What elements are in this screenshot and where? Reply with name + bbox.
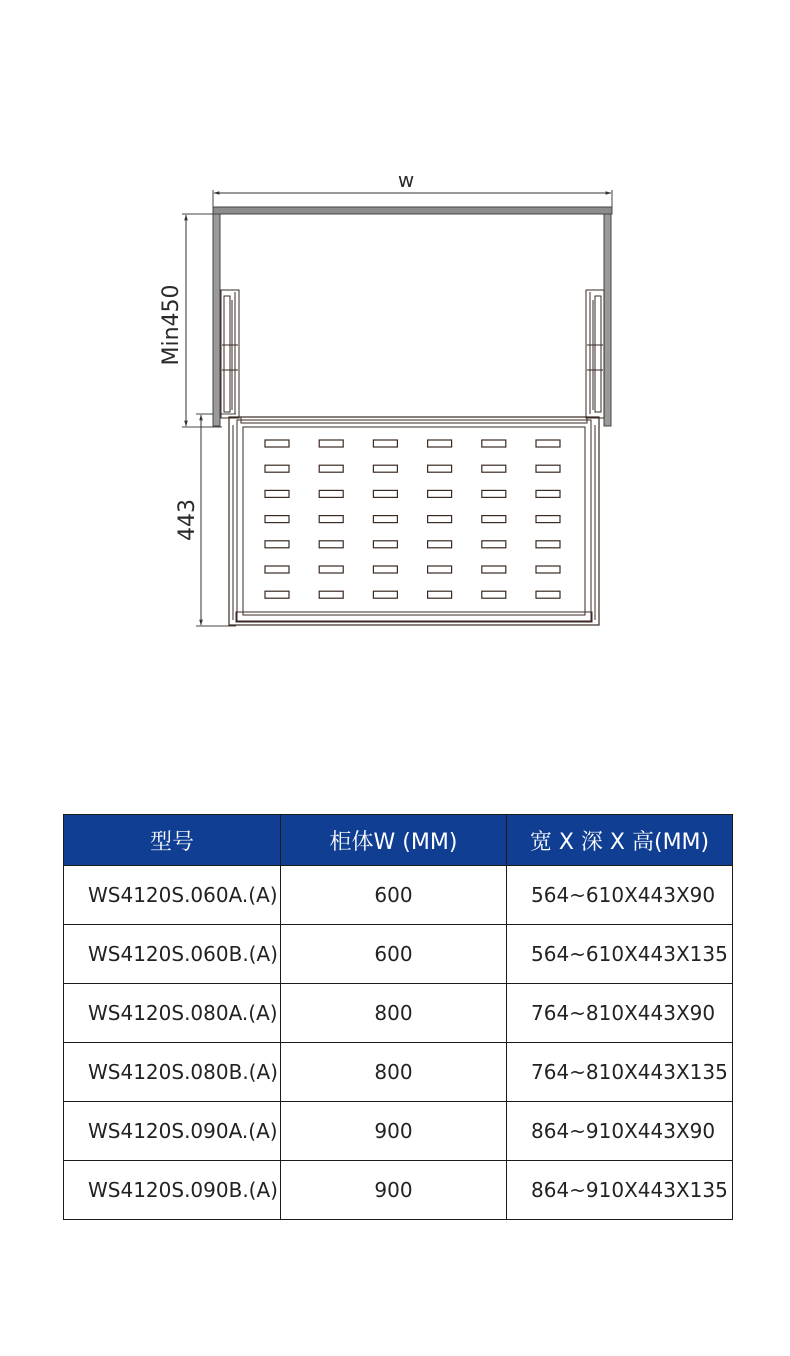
cell-dimensions: 564~610X443X135 <box>507 925 733 984</box>
basket-slot <box>373 440 397 447</box>
basket-slot <box>536 516 560 523</box>
basket-slot <box>265 566 289 573</box>
cell-dimensions: 864~910X443X135 <box>507 1161 733 1220</box>
cell-cabinet-width: 800 <box>281 984 507 1043</box>
table-header-row <box>64 815 733 866</box>
basket-slot <box>373 591 397 598</box>
cell-dimensions: 864~910X443X90 <box>507 1102 733 1161</box>
basket-slot <box>265 490 289 497</box>
table-row <box>64 1043 733 1102</box>
basket-slot <box>319 440 343 447</box>
basket-slot <box>265 541 289 548</box>
basket-slot <box>373 490 397 497</box>
table-row <box>64 866 733 925</box>
height-label: Min450 <box>159 284 184 366</box>
table-row <box>64 1161 733 1220</box>
table-row <box>64 1102 733 1161</box>
depth-dimension <box>175 414 236 626</box>
cell-model: WS4120S.090A.(A) <box>64 1102 281 1161</box>
spec-table <box>63 814 733 1220</box>
cell-dimensions: 764~810X443X90 <box>507 984 733 1043</box>
right-lift-mechanism <box>586 290 604 418</box>
cell-model: WS4120S.080A.(A) <box>64 984 281 1043</box>
basket-slot <box>319 541 343 548</box>
basket-slot <box>428 591 452 598</box>
cell-cabinet-width: 600 <box>281 925 507 984</box>
basket-slot <box>482 591 506 598</box>
left-lift-mechanism <box>221 290 239 418</box>
table-row <box>64 984 733 1043</box>
basket-holes <box>265 440 560 598</box>
basket-slot <box>428 440 452 447</box>
basket-slot <box>319 516 343 523</box>
basket-slot <box>482 465 506 472</box>
cabinet-frame <box>213 207 612 426</box>
basket-slot <box>319 591 343 598</box>
basket-slot <box>536 541 560 548</box>
basket-slot <box>265 465 289 472</box>
basket-slot <box>482 516 506 523</box>
basket-slot <box>482 541 506 548</box>
cell-model: WS4120S.060B.(A) <box>64 925 281 984</box>
basket-slot <box>536 591 560 598</box>
basket-slot <box>482 490 506 497</box>
basket-slot <box>536 566 560 573</box>
header-model: 型号 <box>64 815 281 866</box>
basket-slot <box>265 440 289 447</box>
width-label: w <box>397 168 415 192</box>
cell-model: WS4120S.090B.(A) <box>64 1161 281 1220</box>
cell-cabinet-width: 600 <box>281 866 507 925</box>
basket-slot <box>373 541 397 548</box>
cell-cabinet-width: 900 <box>281 1102 507 1161</box>
basket-slot <box>428 490 452 497</box>
basket-slot <box>265 591 289 598</box>
cell-model: WS4120S.060A.(A) <box>64 866 281 925</box>
cell-dimensions: 564~610X443X90 <box>507 866 733 925</box>
basket-tray <box>229 417 599 625</box>
cell-model: WS4120S.080B.(A) <box>64 1043 281 1102</box>
basket-slot <box>428 541 452 548</box>
basket-slot <box>536 490 560 497</box>
header-cabinet-width: 柜体W (MM) <box>281 815 507 866</box>
basket-slot <box>482 566 506 573</box>
basket-slot <box>482 440 506 447</box>
basket-slot <box>428 516 452 523</box>
basket-slot <box>319 465 343 472</box>
basket-slot <box>536 440 560 447</box>
depth-label: 443 <box>175 499 200 541</box>
table-row <box>64 925 733 984</box>
basket-slot <box>373 566 397 573</box>
basket-slot <box>373 516 397 523</box>
cell-cabinet-width: 900 <box>281 1161 507 1220</box>
basket-slot <box>373 465 397 472</box>
basket-slot <box>319 490 343 497</box>
cell-dimensions: 764~810X443X135 <box>507 1043 733 1102</box>
basket-slot <box>428 465 452 472</box>
basket-slot <box>319 566 343 573</box>
header-dimensions: 宽 X 深 X 高(MM) <box>507 815 733 866</box>
basket-slot <box>265 516 289 523</box>
basket-slot <box>536 465 560 472</box>
basket-slot <box>428 566 452 573</box>
cell-cabinet-width: 800 <box>281 1043 507 1102</box>
